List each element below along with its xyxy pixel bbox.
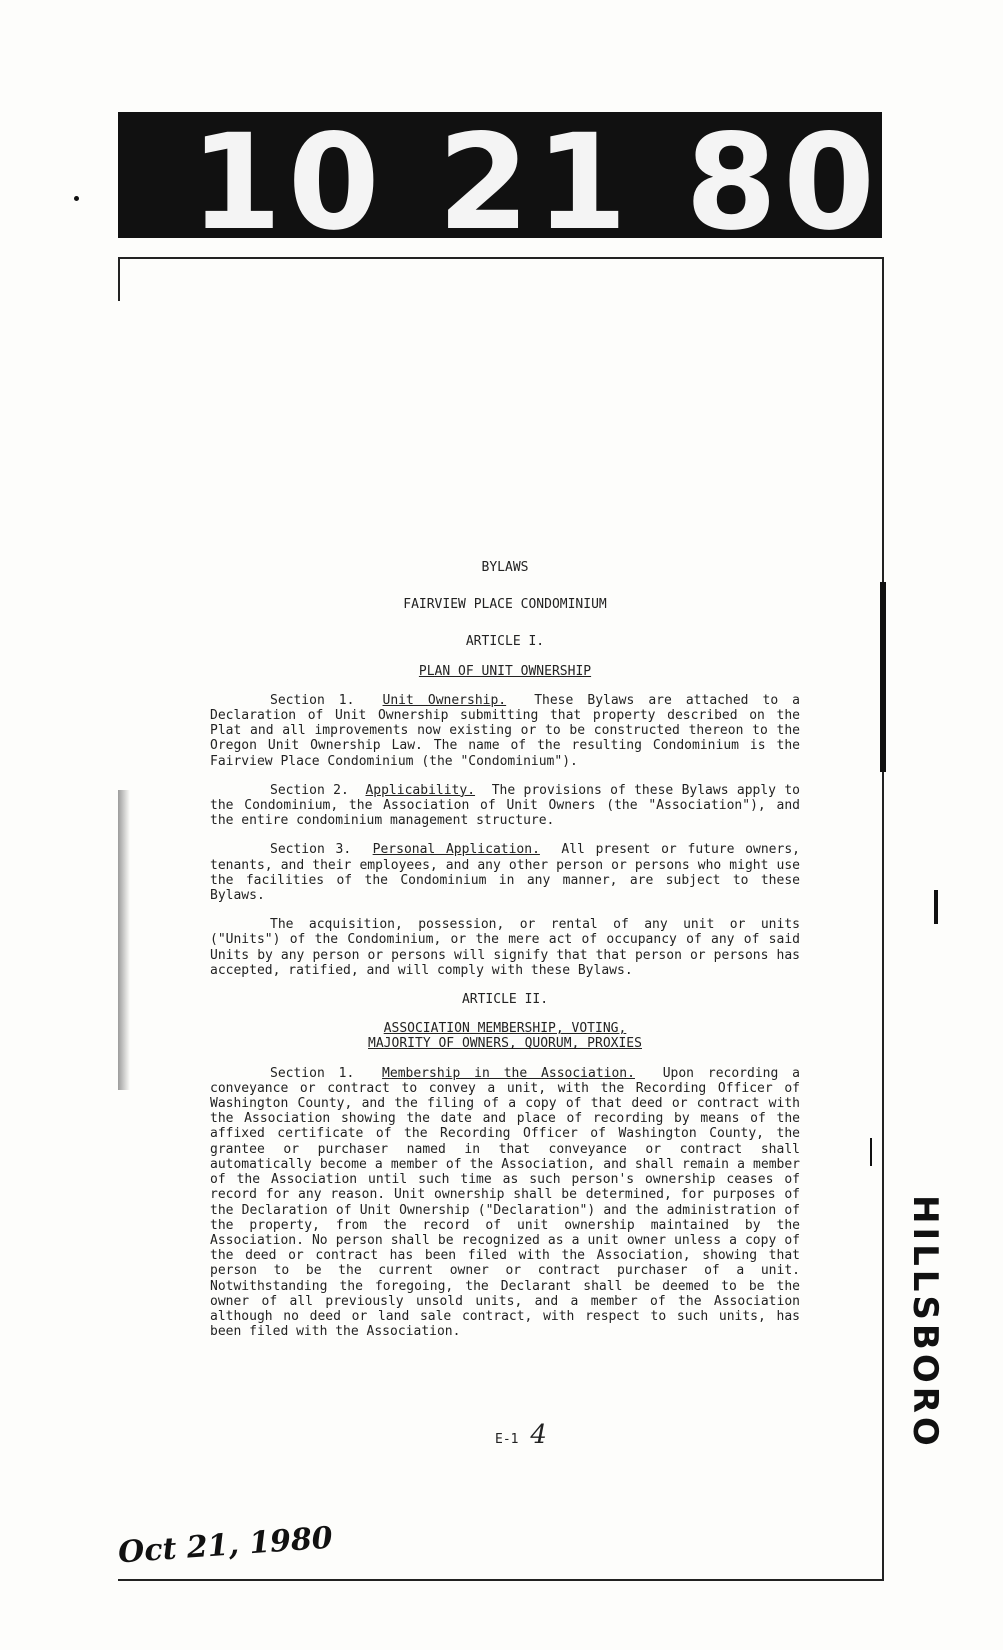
section-text: These Bylaws are attached to a Declaration of Unit Ownership submitting that property described on the Plat and all improvements now existing or to be constructed thereon to the Oregon Unit Ownership Law. The name of the resulting Condominium is the Fairview Place Condominium (the "Condominium"). xyxy=(210,692,800,769)
article-1-paragraph: The acquisition, possession, or rental of any unit or units ("Units") of the Condominium, or the mere act of occupancy of any of said Units by any person or persons will signify that that person or persons has accepted, ratified, and will comply with these Bylaws. xyxy=(210,917,800,978)
section-title: Personal Application. xyxy=(372,842,540,858)
document-title: BYLAWS xyxy=(481,560,529,575)
bylaws-body xyxy=(210,560,800,1353)
article-2-heading-line-1: ASSOCIATION MEMBERSHIP, VOTING, xyxy=(383,1021,627,1037)
margin-mark xyxy=(74,196,79,201)
article-2-section-1 xyxy=(210,1066,800,1340)
document-subtitle: FAIRVIEW PLACE CONDOMINIUM xyxy=(403,597,607,613)
scan-edge-shadow xyxy=(118,790,130,1090)
handwritten-page-number: 4 xyxy=(530,1420,547,1450)
article-1-label: ARTICLE I. xyxy=(465,634,545,650)
margin-mark xyxy=(880,582,886,772)
section-prefix: Section 1. xyxy=(270,692,355,708)
page-number-label: E-1 xyxy=(495,1432,519,1447)
hillsboro-stamp: HILLSBORO xyxy=(905,1195,945,1450)
article-2-heading-line-2: MAJORITY OF OWNERS, QUORUM, PROXIES xyxy=(368,1036,642,1052)
article-1-section-1 xyxy=(210,693,800,769)
section-title: Unit Ownership. xyxy=(382,692,507,708)
section-text: The provisions of these Bylaws apply to the Condominium, the Association of Unit Owners (the "Association"), and the entire condominium management structure. xyxy=(210,782,800,829)
margin-mark xyxy=(934,890,938,924)
article-2-heading xyxy=(210,1021,800,1051)
section-text: Upon recording a conveyance or contract to convey a unit, with the Recording Officer of Washington County, and the filing of a copy of that deed or contract with the Association showing the date and place of recording by means of the affixed certificate of the Recording Officer of Washington County, the grantee or purchaser named in that conveyance or contract shall automatically become a member of the Association, and shall remain a member of the Association until such time as such person's ownership ceases of record for any reason. Unit ownership shall be determined, for purposes of the Declaration of Unit Ownership ("Declaration") and the administration of the property, from the record of unit ownership maintained by the Association. No person shall be recognized as a unit owner unless a copy of the deed or contract has been filed with the Association, showing that person to be the current owner or contract purchaser of a unit. Notwithstanding the foregoing, the Declarant shall be deemed to be the owner of all previously unsold units, and a member of the Association although no deed or land sale contract, with respect to such units, has been filed with the Association. xyxy=(210,1065,801,1340)
date-banner xyxy=(118,112,882,238)
section-title: Applicability. xyxy=(365,782,476,798)
article-1-section-2 xyxy=(210,783,800,829)
page-number xyxy=(495,1420,547,1450)
handwritten-date: Oct 21, 1980 xyxy=(117,1520,334,1571)
section-text: All present or future owners, tenants, and their employees, and any other person or persons who might use the facilities of the Condominium in any manner, are subject to these Bylaws. xyxy=(210,842,800,904)
article-1-section-3 xyxy=(210,842,800,903)
article-2-label: ARTICLE II. xyxy=(461,992,549,1008)
article-1-heading-text: PLAN OF UNIT OWNERSHIP xyxy=(418,663,592,679)
margin-mark xyxy=(870,1138,872,1166)
section-prefix: Section 3. xyxy=(270,842,352,858)
date-banner-digits: 10 21 80 xyxy=(190,112,881,238)
article-1-heading xyxy=(210,664,800,679)
section-prefix: Section 2. xyxy=(270,782,349,798)
section-title: Membership in the Association. xyxy=(382,1065,635,1081)
section-prefix: Section 1. xyxy=(270,1065,355,1081)
frame-corner-tick xyxy=(118,257,120,301)
